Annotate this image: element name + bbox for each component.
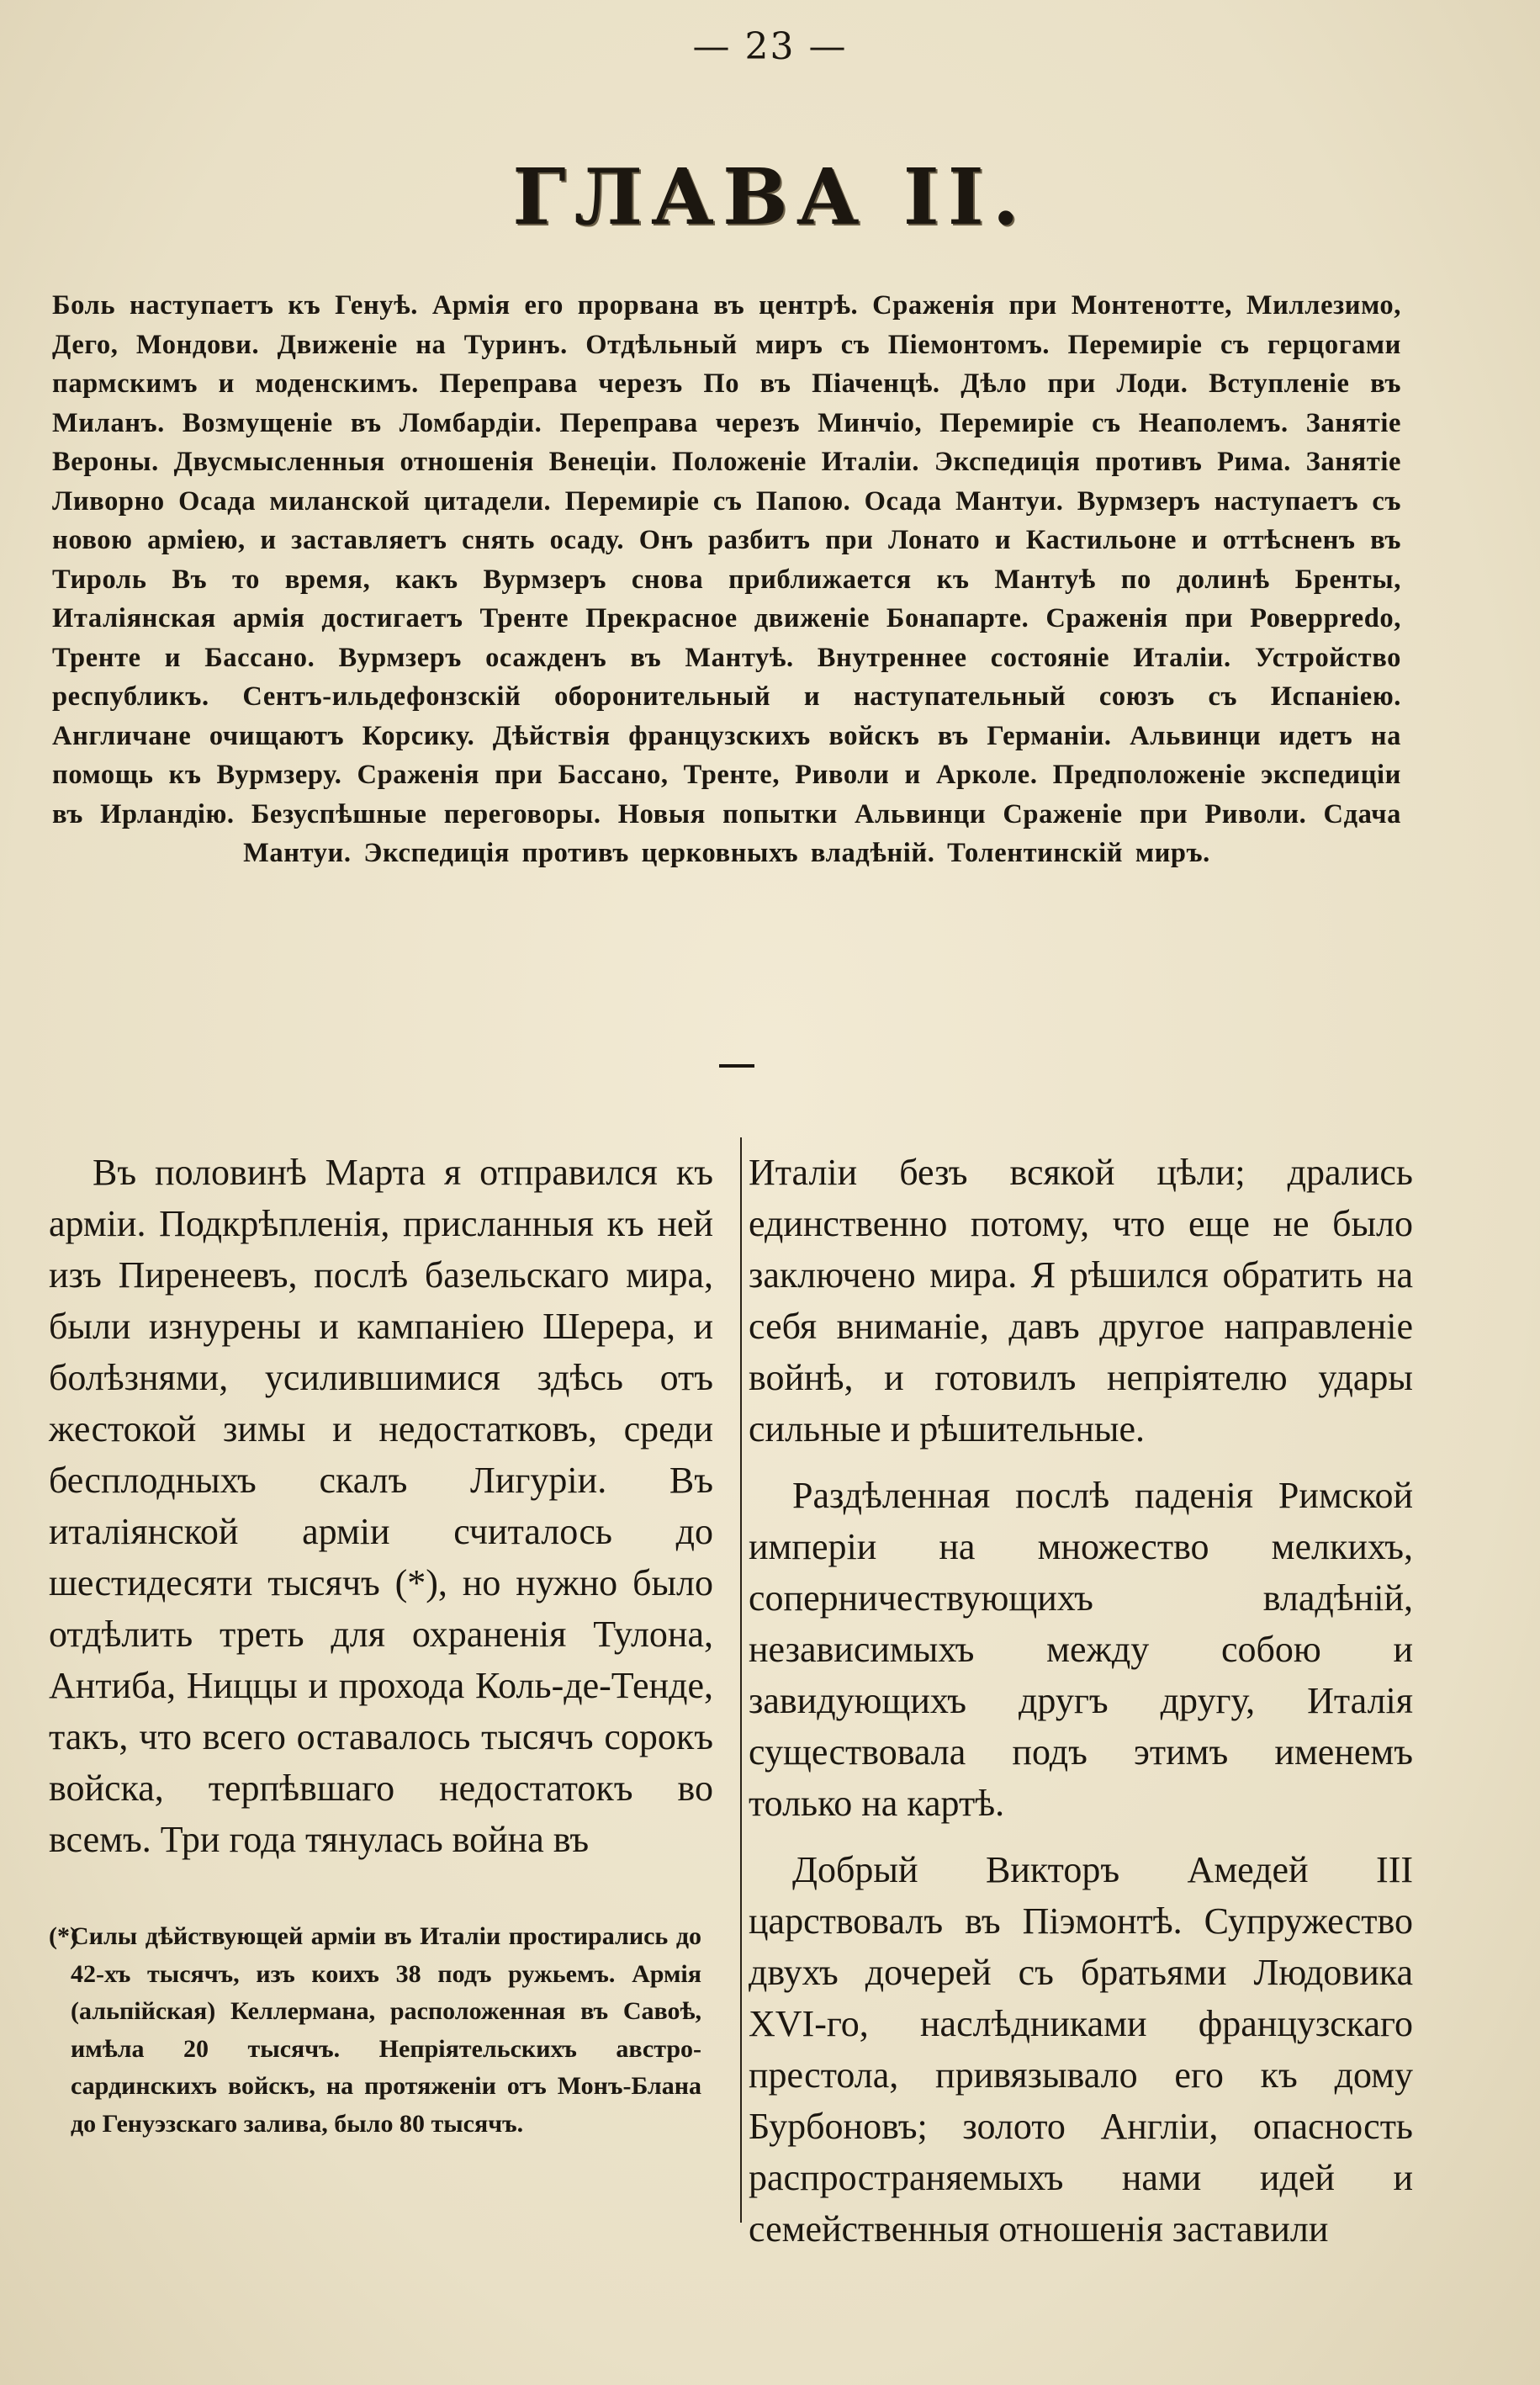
chapter-title: ГЛАВА II. [512, 151, 1028, 242]
footnote-text: Силы дѣйствующей арміи въ Италіи простирались до 42-хъ тысячъ, изъ коихъ 38 подъ ружьемъ. Армія (альпійская) Келлермана, расположенная въ Савоѣ, имѣла 20 тысячъ. Непріятельскихъ австро-сардинскихъ войскъ, на протяженіи отъ Монъ-Блана до Генуэзскаго залива, было 80 тысячъ. [71, 1922, 701, 2138]
right-paragraph-3: Добрый Викторъ Амедей III царствовалъ въ Піэмонтѣ. Супружество двухъ дочерей съ братьями Людовика XVI-го, наслѣдниками французскаго престола, привязывало его къ дому Бурбоновъ; золото Англіи, опасность распространяемыхъ нами идей и семейственныя отношенія заставили [749, 1849, 1413, 2250]
left-paragraph-1: Въ половинѣ Марта я отправился къ арміи. Подкрѣпленія, присланныя къ ней изъ Пиренеевъ, послѣ базельскаго мира, были изнурены и кампаніею Шерера, и болѣзнями, усилившимися здѣсь отъ жестокой зимы и недостатковъ, среди бесплодныхъ скалъ Лигуріи. Въ италіянской арміи считалось до шестидесяти тысячъ (*), но нужно было отдѣлить треть для охраненія Тулона, Антиба, Ниццы и прохода Коль-де-Тенде, такъ, что всего оставалось тысячъ сорокъ войска, терпѣвшаго недостатокъ во всемъ. Три года тянулась война въ [49, 1152, 713, 1860]
right-paragraph-2: Раздѣленная послѣ паденія Римской имперіи на множество мелкихъ, соперничествующихъ владѣній, независимыхъ между собою и завидующихъ другъ другу, Италія существовала подъ этимъ именемъ только на картѣ. [749, 1475, 1413, 1824]
right-paragraph-1: Италіи безъ всякой цѣли; дрались единственно потому, что еще не было заключено мира. Я рѣшился обратить на себя вниманіе, давъ другое направленіе войнѣ, и готовилъ непріятелю удары сильные и рѣшительные. [749, 1152, 1413, 1450]
right-column [749, 1147, 1413, 2255]
chapter-summary: Боль наступаетъ къ Генуѣ. Армія его прорвана въ центрѣ. Сраженія при Монтенотте, Миллезимо, Дего, Мондови. Движеніе на Туринъ. Отдѣльный миръ съ Піемонтомъ. Перемиріе съ герцогами пармскимъ и моденскимъ. Переправа черезъ По въ Піаченцѣ. Дѣло при Лоди. Вступленіе въ Миланъ. Возмущеніе въ Ломбардіи. Переправа черезъ Минчіо, Перемиріе съ Неаполемъ. Занятіе Вероны. Двусмысленныя отношенія Венеціи. Положеніе Италіи. Экспедиція противъ Рима. Занятіе Ливорно Осада миланской цитадели. Перемиріе съ Папою. Осада Мантуи. Вурмзеръ наступаетъ съ новою арміею, и заставляетъ снять осаду. Онъ разбитъ при Лонато и Кастильоне и оттѣсненъ въ Тироль Въ то время, какъ Вурмзеръ снова приближается къ Мантуѣ по долинѣ Бренты, Италіянская армія достигаетъ Тренте Прекрасное движеніе Бонапарте. Сраженія при Роверpredo, Тренте и Бассано. Вурмзеръ осажденъ въ Мантуѣ. Внутреннее состояніе Италіи. Устройство республикъ. Сентъ-ильдефонзскій оборонительный и наступательный союзъ съ Испаніею. Англичане очищаютъ Корсику. Дѣйствія французскихъ войскъ въ Германіи. Альвинци идетъ на помощь къ Вурмзеру. Сраженія при Бассано, Тренте, Риволи и Арколе. Предположеніе экспедиціи въ Ирландію. Безуспѣшные переговоры. Новыя попытки Альвинци Сраженіе при Риволи. Сдача Мантуи. Экспедиція противъ церковныхъ владѣній. Толентинскій миръ. [52, 290, 1401, 868]
footnote-mark: (*) [49, 1922, 78, 1950]
section-divider [719, 1064, 754, 1068]
left-column [49, 1147, 713, 1865]
footnote [49, 1918, 701, 2143]
page-number: — 23 — [692, 25, 848, 68]
column-rule [740, 1137, 742, 2223]
